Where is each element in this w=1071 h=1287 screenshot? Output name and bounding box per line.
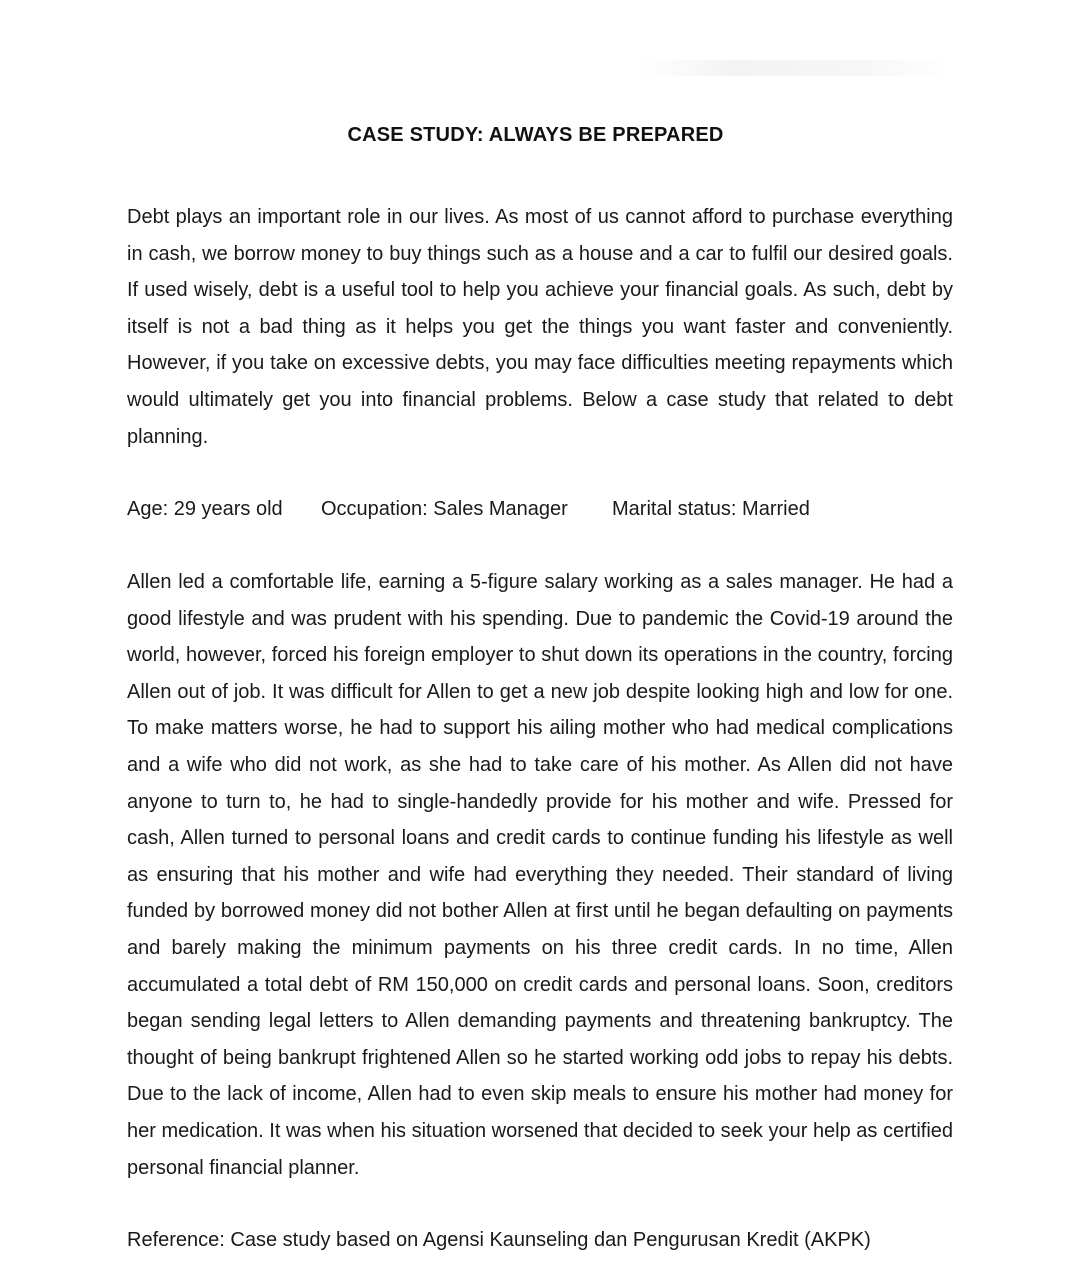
page-title: CASE STUDY: ALWAYS BE PREPARED	[347, 124, 724, 146]
intro-paragraph: Debt plays an important role in our lives. As most of us cannot afford to purchase everything in cash, we borrow money to buy things such as a house and a car to fulfil our desired goals. If used wisely, debt is a useful tool to help you achieve your financial goals. As such, debt by itself is not a bad thing as it helps you get the things you want faster and conveniently. However, if you take on excessive debts, you may face difficulties meeting repayments which would ultimately get you into financial problems. Below a case study that related to debt planning.	[127, 206, 953, 448]
reference-line: Reference: Case study based on Agensi Kaunseling dan Pengurusan Kredit (AKPK)	[127, 1229, 871, 1251]
profile-line	[127, 491, 953, 527]
faded-header-text	[640, 60, 950, 76]
profile-marital-status: Marital status: Married	[612, 498, 810, 520]
story-paragraph: Allen led a comfortable life, earning a 5-figure salary working as a sales manager. He had a good lifestyle and was prudent with his spending. Due to pandemic the Covid-19 around the world, however, forced his foreign employer to shut down its operations in the country, forcing Allen out of job. It was difficult for Allen to get a new job despite looking high and low for one. To make matters worse, he had to support his ailing mother who had medical complications and a wife who did not work, as she had to take care of his mother. As Allen did not have anyone to turn to, he had to single-handedly provide for his mother and wife. Pressed for cash, Allen turned to personal loans and credit cards to continue funding his lifestyle as well as ensuring that his mother and wife had everything they needed. Their standard of living funded by borrowed money did not bother Allen at first until he began defaulting on payments and barely making the minimum payments on his three credit cards. In no time, Allen accumulated a total debt of RM 150,000 on credit cards and personal loans. Soon, creditors began sending legal letters to Allen demanding payments and threatening bankruptcy. The thought of being bankrupt frightened Allen so he started working odd jobs to repay his debts. Due to the lack of income, Allen had to even skip meals to ensure his mother had money for her medication. It was when his situation worsened that decided to seek your help as certified personal financial planner.	[127, 571, 954, 1179]
profile-age: Age: 29 years old	[127, 498, 283, 520]
profile-occupation: Occupation: Sales Manager	[321, 498, 568, 520]
